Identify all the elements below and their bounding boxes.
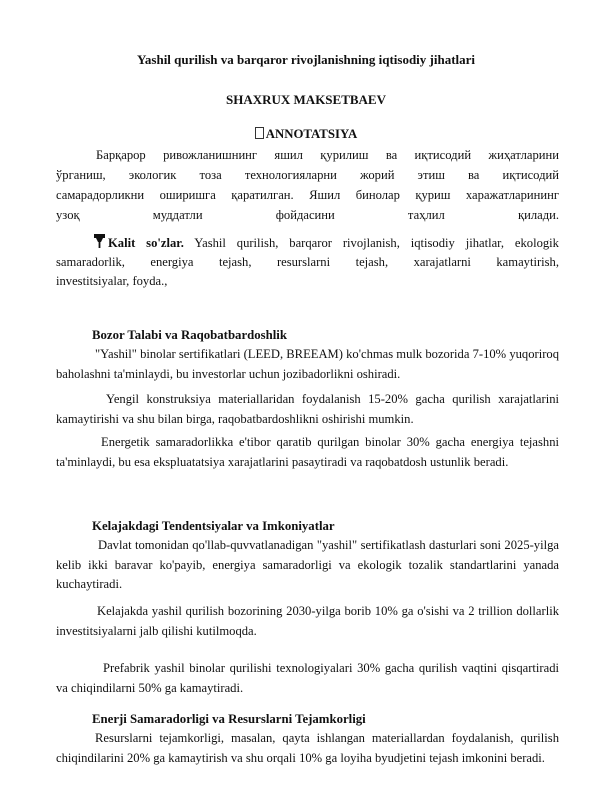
paragraph: Yengil konstruksiya materiallaridan foydalanish 15-20% gacha qurilish xarajatlarini kamaytirishi va shu bilan birga, raqobatbardoshlikni oshirishi mumkin. (56, 392, 559, 426)
keywords-line: investitsiyalar, foyda., (56, 274, 168, 288)
paragraph: Davlat tomonidan qo'llab-quvvatlanadigan "yashil" sertifikatlash dasturlari soni 2025-yilga kelib ikki baravar ko'payib, energiya samaradorligi va ekologik tozalik standartlarini yanada kuchaytiradi. (56, 538, 559, 591)
keywords-text: Yashil qurilish, barqaror rivojlanish, iqtisodiy jihatlar, ekologik (194, 236, 559, 250)
keywords-line: samaradorlik, energiya tejash, resurslarni tejash, xarajatlarni kamaytirish, (56, 255, 559, 269)
paragraph: "Yashil" binolar sertifikatlari (LEED, BREEAM) ko'chmas mulk bozorida 7-10% yuqoriroq baholashni ta'minlaydi, bu investorlar uchun jozibadorlikni oshiradi. (56, 347, 559, 381)
author-name: SHAXRUX MAKSETBAEV (226, 92, 386, 107)
paper-title: Yashil qurilish va barqaror rivojlanishning iqtisodiy jihatlari (136, 52, 476, 67)
paragraph: Resurslarni tejamkorligi, masalan, qayta ishlangan materiallardan foydalanish, qurilish chiqindilarini 20% ga kamaytirish va shu orqali 10% ga loyiha byudjetini tejash imkonini beradi. (56, 731, 559, 765)
abstract-line: узоқ муддатли фойдасини таҳлил қилади. (56, 208, 559, 222)
abstract-line: самарадорликни оширишга қаратилган. Яшил бинолар қуриш харажатларининг (56, 188, 559, 202)
pin-icon (94, 234, 105, 248)
section-heading: Enerji Samaradorligi va Resurslarni Tejamkorligi (92, 712, 366, 726)
section-heading: Bozor Talabi va Raqobatbardoshlik (92, 328, 287, 342)
keywords-line (94, 233, 559, 253)
paragraph: Prefabrik yashil binolar qurilishi texnologiyalari 30% gacha qurilish vaqtini qisqartiradi va chiqindilarni 50% ga kamaytiradi. (56, 661, 559, 695)
paragraph: Energetik samaradorlikka e'tibor qaratib qurilgan binolar 30% gacha energiya tejashni ta'minlaydi, bu esa ekspluatatsiya xarajatlarini pasaytiradi va raqobatdosh ustunlik beradi. (56, 435, 559, 469)
abstract-line: Барқарор ривожланишнинг яшил қурилиш ва иқтисодий жиҳатларини (96, 148, 559, 162)
annotation-heading (0, 127, 612, 142)
paragraph: Kelajakda yashil qurilish bozorining 2030-yilga borib 10% ga o'sishi va 2 trillion dollarlik investitsiyalarni jalb qilishi kutilmoqda. (56, 604, 559, 638)
abstract-line: ўрганиш, экологик тоза технологияларни жорий этиш ва иқтисодий (56, 168, 559, 182)
annotation-heading-text: ANNOTATSIYA (265, 127, 358, 141)
missing-glyph-icon (255, 127, 264, 139)
section-heading: Kelajakdagi Tendentsiyalar va Imkoniyatlar (92, 519, 335, 533)
keywords-label: Kalit so'zlar. (108, 236, 184, 250)
